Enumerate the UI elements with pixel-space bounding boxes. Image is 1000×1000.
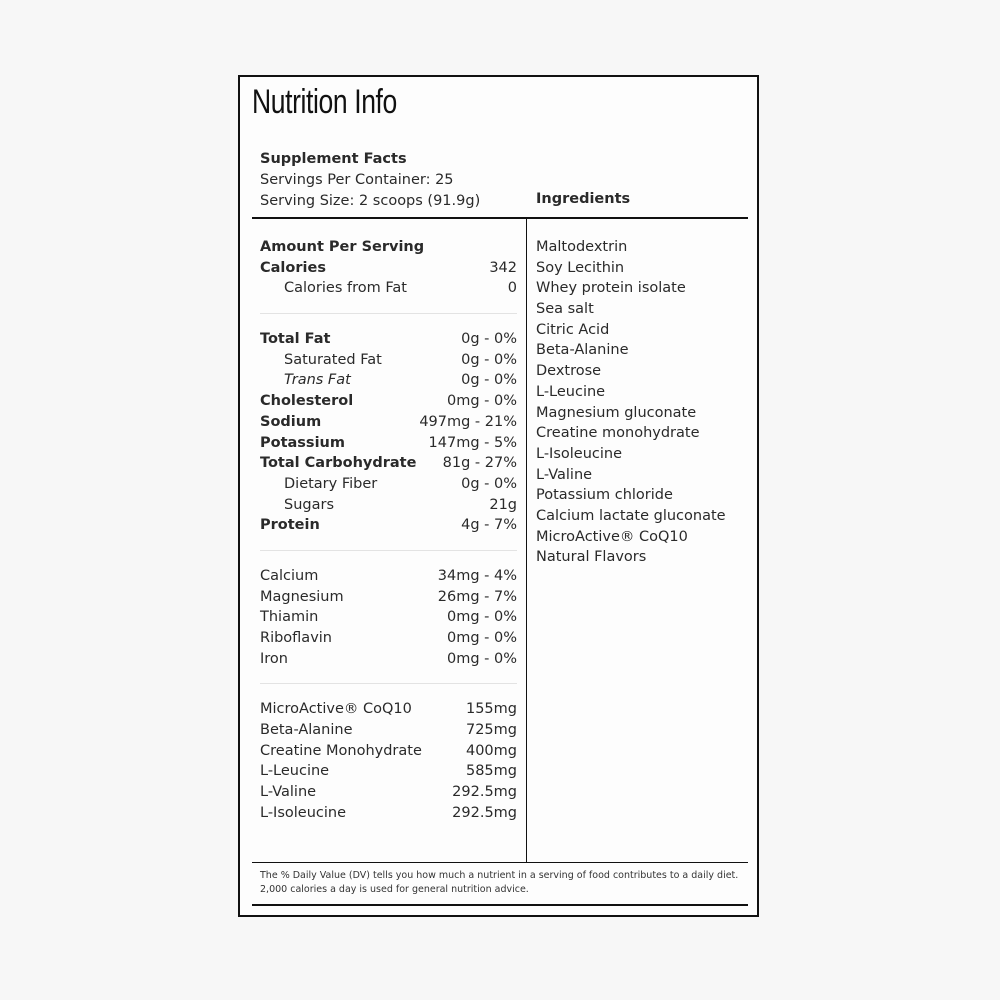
nutrient-row [260,495,517,516]
nutrient-value: 0mg - 0% [446,393,517,410]
nutrient-row [260,649,517,670]
ingredient-item: Natural Flavors [536,549,647,566]
nutrient-value: 0g - 0% [461,475,517,492]
servings-per-container: Servings Per Container: 25 [260,172,454,188]
supplement-facts-heading: Supplement Facts [260,151,407,167]
nutrient-value: 497mg - 21% [419,413,517,430]
footnote-line: 2,000 calories a day is used for general nutrition advice. [260,884,529,895]
ingredient-item: Calcium lactate gluconate [536,507,726,524]
nutrient-label: Saturated Fat [284,351,382,368]
ingredients-list [536,237,726,568]
nutrient-row [260,433,517,454]
section-divider [260,683,517,684]
nutrient-value: 342 [489,259,517,276]
nutrient-value: 155mg [465,701,517,718]
nutrient-row [260,782,517,803]
nutrient-row [260,391,517,412]
nutrient-value: 26mg - 7% [437,588,517,605]
nutrient-row [260,350,517,371]
nutrient-value: 400mg [465,742,517,759]
serving-size: Serving Size: 2 scoops (91.9g) [260,193,481,209]
nutrient-label: Beta-Alanine [260,722,353,739]
nutrient-value: 34mg - 4% [437,567,517,584]
nutrient-label: Trans Fat [284,372,351,389]
nutrient-label: Magnesium [260,588,344,605]
ingredient-item: Dextrose [536,363,602,380]
nutrient-row [260,607,517,628]
nutrient-value: 0mg - 0% [446,609,517,626]
nutrient-label: Sodium [260,413,322,430]
top-divider [252,217,748,219]
nutrient-label: Total Fat [260,331,331,348]
supplement-facts-header [260,149,480,212]
nutrient-row [260,329,517,350]
nutrient-label: L-Leucine [260,763,330,780]
nutrient-value: 585mg [465,763,517,780]
nutrient-row [260,761,517,782]
nutrient-value: 0mg - 0% [446,630,517,646]
nutrient-value: 0g - 0% [461,331,517,348]
nutrient-label: Potassium [260,434,345,451]
nutrient-row [260,453,517,474]
footnote-bottom-divider [252,904,748,906]
ingredient-item: Magnesium gluconate [536,404,697,421]
ingredient-item: Creatine monohydrate [536,425,700,442]
ingredient-item: L-Isoleucine [536,445,623,462]
nutrient-row [260,587,517,608]
nutrient-label: Iron [260,650,288,667]
section-divider [260,550,517,551]
ingredient-item: Whey protein isolate [536,280,686,297]
ingredient-item: Soy Lecithin [536,259,625,276]
nutrient-row [260,741,517,762]
nutrient-value: 0g - 0% [461,372,517,389]
ingredient-item: Sea salt [536,301,594,318]
nutrient-row [260,699,517,720]
nutrient-value: 725mg [465,722,517,739]
nutrient-label: Dietary Fiber [284,475,378,492]
nutrient-row [260,566,517,587]
nutrient-label: Calories from Fat [284,280,407,297]
nutrient-label: Total Carbohydrate [260,455,417,472]
nutrient-value: 292.5mg [452,804,517,821]
nutrient-table [260,237,517,824]
daily-value-footnote [260,869,750,897]
nutrient-label: Creatine Monohydrate [260,742,422,759]
nutrient-row [260,803,517,824]
ingredient-item: L-Leucine [536,383,606,400]
nutrient-row [260,370,517,391]
nutrition-label-card [238,75,759,917]
nutrient-label: Calcium [260,567,319,584]
ingredient-item: L-Valine [536,466,593,483]
nutrient-label: Thiamin [260,609,319,626]
nutrient-label: Sugars [284,496,334,513]
nutrient-label: MicroActive® CoQ10 [260,701,412,718]
ingredient-item: Maltodextrin [536,239,628,255]
nutrient-row [260,278,517,299]
nutrient-label: L-Isoleucine [260,804,347,821]
ingredient-item: Beta-Alanine [536,342,629,359]
nutrient-row [260,515,517,536]
nutrient-row [260,237,517,258]
ingredient-item: Potassium chloride [536,487,673,504]
section-divider [260,313,517,314]
nutrient-row [260,258,517,279]
nutrient-value: 147mg - 5% [428,434,517,451]
ingredients-heading: Ingredients [536,191,631,207]
footnote-line: The % Daily Value (DV) tells you how much a nutrient in a serving of food contributes to a daily diet. [260,870,739,881]
nutrient-label: L-Valine [260,784,317,801]
ingredient-item: MicroActive® CoQ10 [536,528,688,545]
nutrient-row [260,474,517,495]
nutrient-label: Calories [260,259,326,276]
page-title: Nutrition Info [252,83,397,121]
nutrient-value: 4g - 7% [461,517,517,534]
nutrient-row [260,412,517,433]
nutrient-label: Cholesterol [260,393,354,410]
ingredient-item: Citric Acid [536,321,610,338]
nutrient-value: 292.5mg [452,784,517,801]
nutrient-label: Amount Per Serving [260,239,425,255]
column-divider [526,218,527,863]
nutrient-value: 81g - 27% [442,455,517,472]
nutrient-row [260,628,517,649]
nutrient-label: Protein [260,517,320,534]
nutrient-value: 0mg - 0% [446,650,517,667]
footnote-top-divider [252,862,748,863]
nutrient-row [260,720,517,741]
nutrient-value: 0 [507,280,517,297]
nutrient-value: 0g - 0% [461,351,517,368]
nutrient-value: 21g [489,496,517,513]
nutrient-label: Riboflavin [260,630,332,646]
